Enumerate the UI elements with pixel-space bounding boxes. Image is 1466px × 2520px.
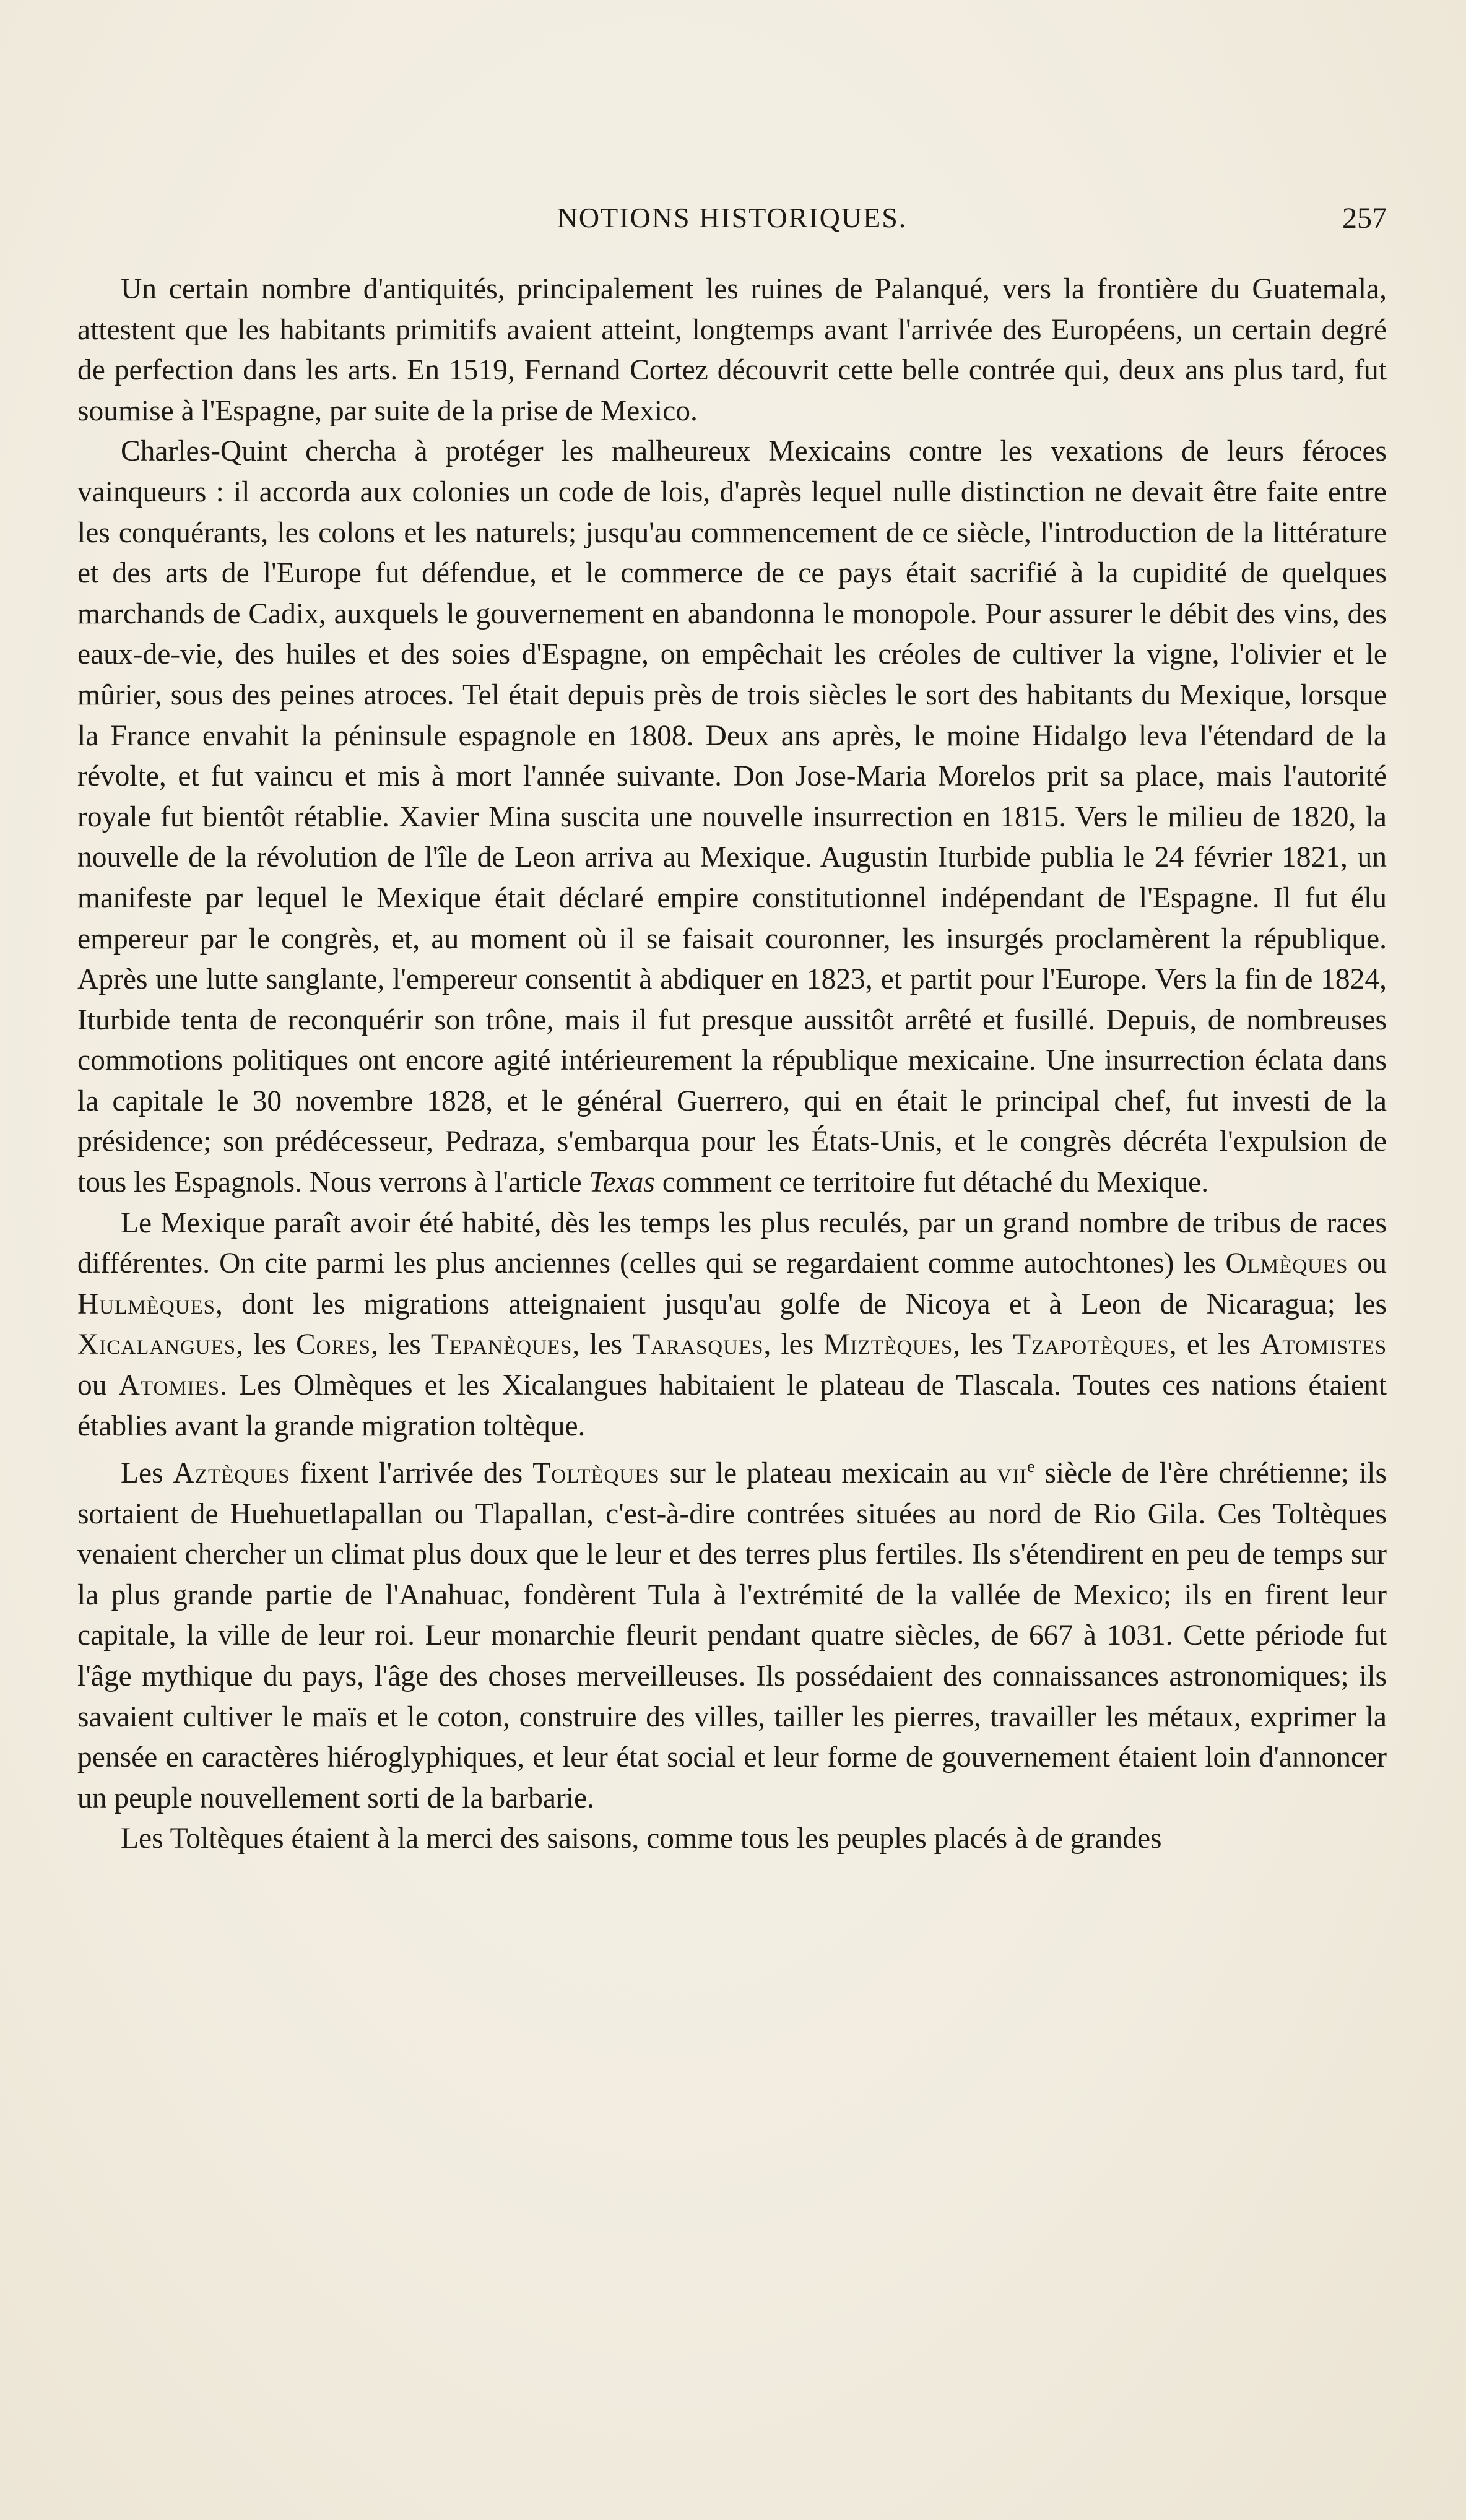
- paragraph-seasons: [77, 1819, 1387, 1860]
- text-run: , et les: [1169, 1328, 1260, 1361]
- text-run: Les: [121, 1457, 173, 1490]
- tribe-name: Tzapotèques: [1013, 1328, 1169, 1361]
- people-name: Toltèques: [532, 1457, 660, 1490]
- paragraph-toltecs: [77, 1447, 1387, 1819]
- text-run: Le Mexique paraît avoir été habité, dès les temps les plus reculés, par un grand nombre de tribus de races différentes. On cite parmi les plus anciennes (celles qui se regardaient comme autochtones) les: [77, 1206, 1387, 1280]
- page-header: [77, 201, 1387, 238]
- tribe-name: Hulmèques: [77, 1288, 215, 1320]
- tribe-name: Xicalangues: [77, 1328, 236, 1361]
- tribe-name: Olmèques: [1225, 1247, 1348, 1280]
- text-run: , les: [763, 1328, 824, 1361]
- text-run: Charles-Quint chercha à protéger les malheureux Mexicains contre les vexations de leurs féroces vainqueurs : il accorda aux colonies un code de lois, d'après lequel nulle distinction ne devait être faite entre les conquérants, les colons et les naturels; jusqu'au commencement de ce siècle, l'introduction de la littérature et des arts de l'Europe fut défendue, et le commerce de ce pays était sacrifié à la cupidité de quelques marchands de Cadix, auxquels le gouvernement en abandonna le monopole. Pour assurer le débit des vins, des eaux-de-vie, des huiles et des soies d'Espagne, on empêchait les créoles de cultiver la vigne, l'olivier et le mûrier, sous des peines atroces. Tel était depuis près de trois siècles le sort des habitants du Mexique, lorsque la France envahit la péninsule espagnole en 1808. Deux ans après, le moine Hidalgo leva l'étendard de la révolte, et fut vaincu et mis à mort l'année suivante. Don Jose-Maria Morelos prit sa place, mais l'autorité royale fut bientôt rétablie. Xavier Mina suscita une nouvelle insurrection en 1815. Vers le milieu de 1820, la nouvelle de la révolution de l'île de Leon arriva au Mexique. Augustin Iturbide publia le 24 février 1821, un manifeste par lequel le Mexique était déclaré empire constitutionnel indépendant de l'Espagne. Il fut élu empereur par le congrès, et, au moment où il se faisait couronner, les insurgés proclamèrent la république. Après une lutte sanglante, l'empereur consentit à abdiquer en 1823, et partit pour l'Europe. Vers la fin de 1824, Iturbide tenta de reconquérir son trône, mais il fut presque aussitôt arrêté et fusillé. Depuis, de nombreuses commotions politiques ont encore agité intérieurement la république mexicaine. Une insurrection éclata dans la capitale le 30 novembre 1828, et le général Guerrero, qui en était le principal chef, fut investi de la présidence; son prédécesseur, Pedraza, s'embarqua pour les États-Unis, et le congrès décréta l'expulsion de tous les Espagnols. Nous verrons à l'article: [77, 435, 1387, 1199]
- text-run: , les: [953, 1328, 1013, 1361]
- tribe-name: Tarasques: [632, 1328, 764, 1361]
- text-run: , les: [371, 1328, 431, 1361]
- ordinal-suffix: e: [1026, 1457, 1035, 1477]
- people-name: Aztèques: [173, 1457, 290, 1490]
- text-run: , les: [572, 1328, 633, 1361]
- text-run: Les Toltèques étaient à la merci des saisons, comme tous les peuples placés à de grandes: [121, 1822, 1162, 1855]
- tribe-name: Atomistes: [1260, 1328, 1387, 1361]
- page-number: 257: [1342, 202, 1387, 235]
- century-numeral: vii: [997, 1457, 1027, 1490]
- text-run: fixent l'arrivée des: [290, 1457, 533, 1490]
- tribe-name: Cores: [296, 1328, 371, 1361]
- text-run: , les: [236, 1328, 296, 1361]
- text-run: , dont les migrations atteignaient jusqu'au golfe de Nicoya et à Leon de Nicaragua; les: [215, 1288, 1387, 1320]
- tribe-name: Tepanèques: [430, 1328, 573, 1361]
- italic-term-texas: Texas: [589, 1166, 655, 1199]
- tribe-name: Atomies: [118, 1369, 220, 1402]
- paragraph-antiquities: [77, 269, 1387, 431]
- body-text: [77, 269, 1387, 1860]
- text-run: Un certain nombre d'antiquités, principalement les ruines de Palanqué, vers la frontière du Guatemala, attestent que les habitants primitifs avaient atteint, longtemps avant l'arrivée des Européens, un certain degré de perfection dans les arts. En 1519, Fernand Cortez découvrit cette belle contrée qui, deux ans plus tard, fut soumise à l'Espagne, par suite de la prise de Mexico.: [77, 273, 1387, 427]
- text-run: ou: [1348, 1247, 1387, 1280]
- text-run: . Les Olmèques et les Xicalangues habitaient le plateau de Tlascala. Toutes ces nations étaient établies avant la grande migration toltèque.: [77, 1369, 1387, 1442]
- paragraph-tribes: [77, 1203, 1387, 1447]
- text-run: ou: [77, 1369, 119, 1402]
- paragraph-charles-quint: [77, 431, 1387, 1203]
- text-run: comment ce territoire fut détaché du Mexique.: [654, 1166, 1209, 1199]
- text-run: siècle de l'ère chrétienne; ils sortaient de Huehuetlapallan ou Tlapallan, c'est-à-dire contrées situées au nord de Rio Gila. Ces Toltèques venaient chercher un climat plus doux que le leur et des terres plus fertiles. Ils s'étendirent en peu de temps sur la plus grande partie de l'Anahuac, fondèrent Tula à l'extrémité de la vallée de Mexico; ils en firent leur capitale, la ville de leur roi. Leur monarchie fleurit pendant quatre siècles, de 667 à 1031. Cette période fut l'âge mythique du pays, l'âge des choses merveilleuses. Ils possédaient des connaissances astronomiques; ils savaient cultiver le maïs et le coton, construire des villes, tailler les pierres, travailler les métaux, exprimer la pensée en caractères hiéroglyphiques, et leur état social et leur forme de gouvernement étaient loin d'annoncer un peuple nouvellement sorti de la barbarie.: [77, 1457, 1387, 1814]
- tribe-name: Miztèques: [823, 1328, 953, 1361]
- text-run: sur le plateau mexicain au: [659, 1457, 997, 1490]
- running-title: NOTIONS HISTORIQUES.: [557, 202, 908, 233]
